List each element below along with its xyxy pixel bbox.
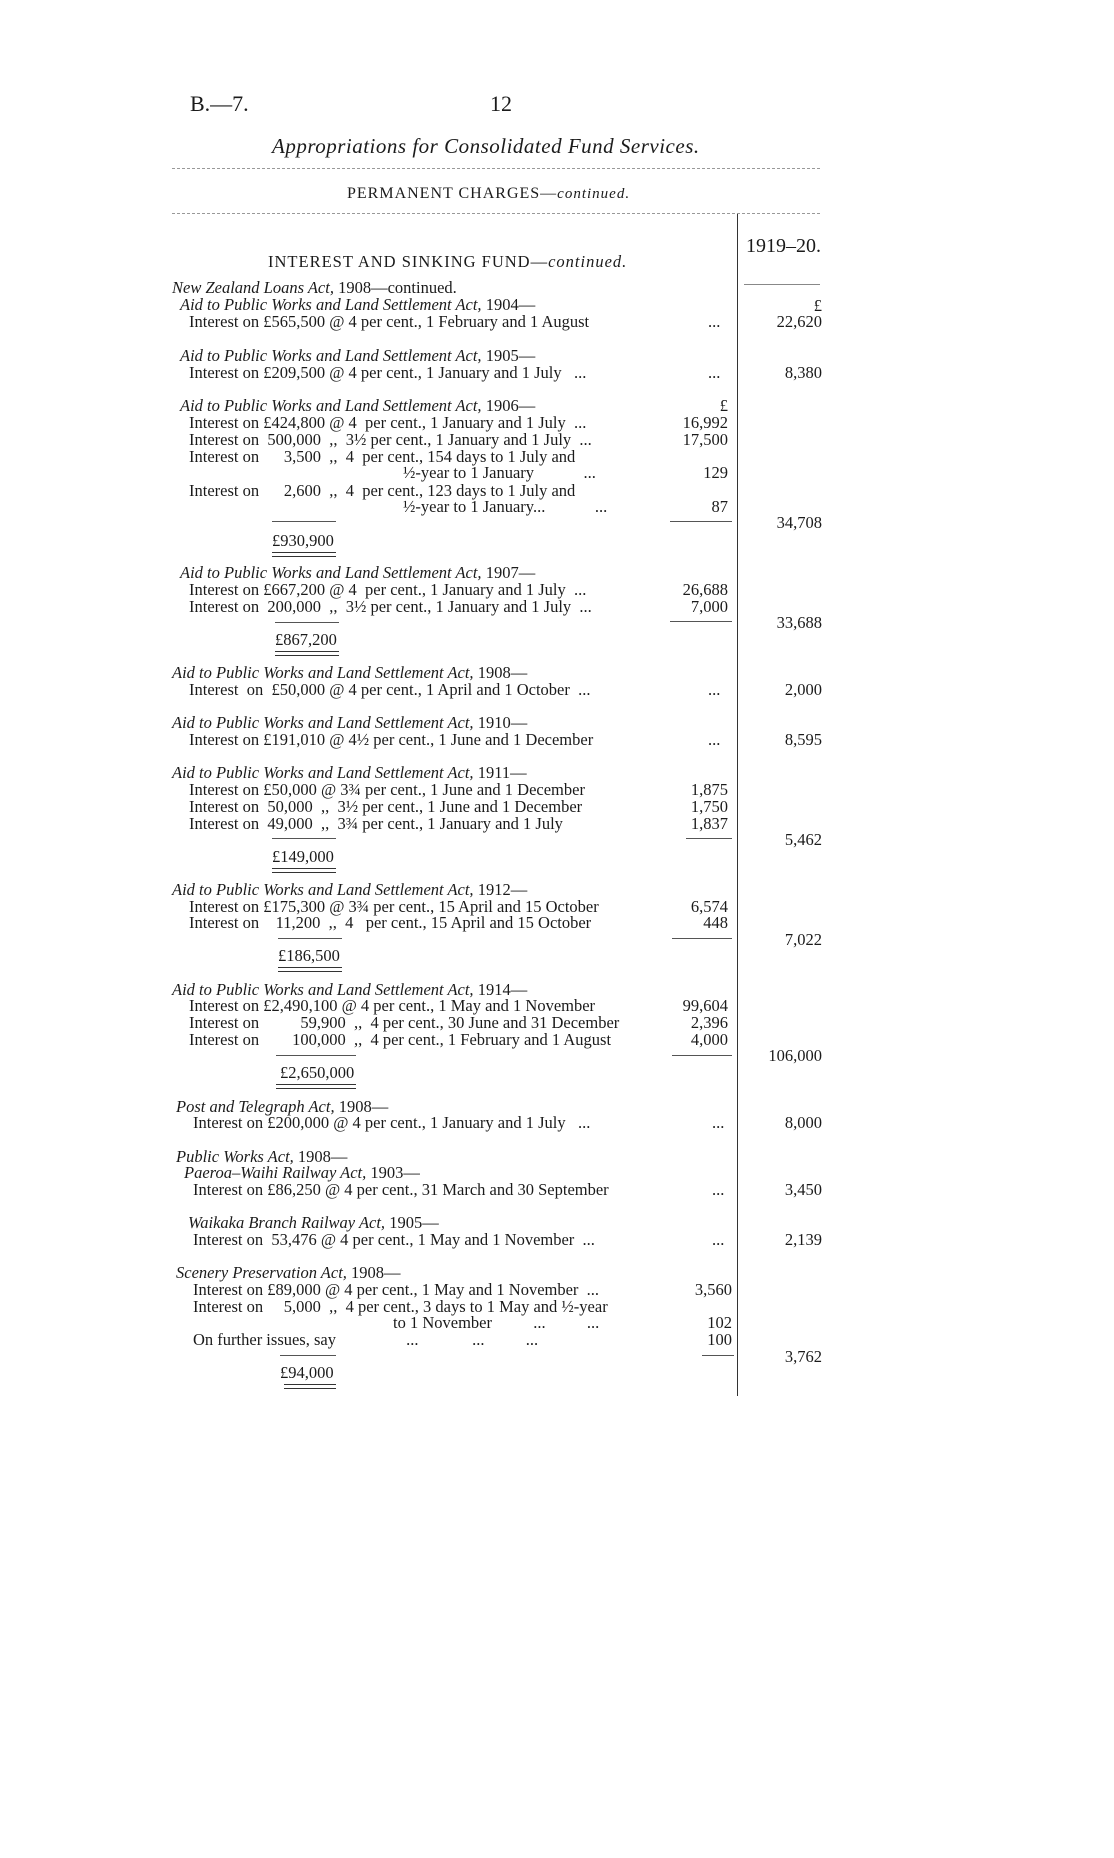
subtotal-rule	[672, 938, 732, 939]
principal-rule	[276, 1055, 356, 1056]
year-total: 7,022	[784, 930, 822, 949]
line-amount: 448	[703, 913, 728, 932]
act-name: Aid to Public Works and Land Settlement Act,	[180, 295, 482, 314]
document-reference: B.—7.	[190, 91, 249, 116]
principal-total: £94,000	[280, 1363, 334, 1382]
principal-total: £2,650,000	[280, 1063, 355, 1082]
act-name: Aid to Public Works and Land Settlement Act,	[172, 880, 474, 899]
line-amount: 6,574	[690, 897, 728, 916]
interest-line: Interest on £209,500 @ 4 per cent., 1 January and 1 July ...	[189, 363, 587, 382]
section-heading-continued: continued.	[548, 252, 628, 271]
act-year: 1911—	[473, 763, 527, 782]
year-total: 22,620	[776, 312, 822, 331]
interest-line: Interest on £565,500 @ 4 per cent., 1 February and 1 August	[189, 312, 590, 331]
year-total: 8,000	[784, 1113, 822, 1132]
year-total: 8,595	[784, 730, 822, 749]
line-amount: 100	[707, 1330, 732, 1349]
further-issues-line: On further issues, say ... ... ...	[193, 1330, 539, 1349]
line-amount: 1,837	[690, 814, 728, 833]
ellipsis: ...	[708, 680, 721, 699]
line-amount: 16,992	[682, 413, 728, 432]
principal-total: £930,900	[272, 531, 334, 550]
ellipsis: ...	[708, 312, 721, 331]
interest-line: Interest on 59,900 ,, 4 per cent., 30 June and 31 December	[189, 1013, 620, 1032]
act-name: Aid to Public Works and Land Settlement Act,	[172, 713, 474, 732]
page-title: Appropriations for Consolidated Fund Services.	[272, 134, 700, 158]
interest-line: Interest on 50,000 ,, 3½ per cent., 1 June and 1 December	[189, 797, 583, 816]
interest-line: Interest on 100,000 ,, 4 per cent., 1 February and 1 August	[189, 1030, 612, 1049]
ellipsis: ...	[712, 1180, 725, 1199]
subtotal-rule	[670, 621, 732, 622]
act-year: 1912—	[473, 880, 528, 899]
principal-total: £867,200	[275, 630, 337, 649]
principal-double-rule	[278, 967, 342, 972]
interest-line: Interest on 49,000 ,, 3¾ per cent., 1 January and 1 July	[189, 814, 563, 833]
line-amount: 99,604	[682, 996, 728, 1015]
act-year: 1904—	[481, 295, 536, 314]
subtotal-rule	[672, 1055, 732, 1056]
interest-line: Interest on £667,200 @ 4 per cent., 1 January and 1 July ...	[189, 580, 587, 599]
ellipsis: ...	[712, 1113, 725, 1132]
interest-line: Interest on 5,000 ,, 4 per cent., 3 days to 1 May and ½-year	[193, 1297, 608, 1316]
principal-rule	[275, 622, 339, 623]
line-amount: 3,560	[694, 1280, 732, 1299]
year-total: 2,139	[784, 1230, 822, 1249]
line-amount: 4,000	[690, 1030, 728, 1049]
act-name: Waikaka Branch Railway Act,	[188, 1213, 386, 1232]
act-name: Scenery Preservation Act,	[176, 1263, 347, 1282]
interest-line: Interest on £191,010 @ 4½ per cent., 1 June and 1 December	[189, 730, 594, 749]
act-year: 1914—	[473, 980, 528, 999]
line-amount: 7,000	[690, 597, 728, 616]
page-subtitle	[347, 184, 630, 204]
interest-line-cont: ½-year to 1 January... ...	[403, 497, 608, 516]
act-year: 1908—	[293, 1147, 348, 1166]
act-name: Paeroa–Waihi Railway Act,	[184, 1163, 367, 1182]
header-divider	[172, 168, 820, 169]
act-year: 1908—continued.	[333, 278, 457, 297]
year-total: 8,380	[784, 363, 822, 382]
principal-rule	[280, 1355, 336, 1356]
act-name: Post and Telegraph Act,	[176, 1097, 335, 1116]
interest-line: Interest on 200,000 ,, 3½ per cent., 1 January and 1 July ...	[189, 597, 592, 616]
line-amount: 26,688	[682, 580, 728, 599]
ellipsis: ...	[712, 1230, 725, 1249]
act-year: 1908—	[473, 663, 528, 682]
line-amount: 129	[703, 463, 728, 482]
year-column-heading: 1919–20.	[746, 235, 821, 257]
subtotal-rule	[702, 1355, 734, 1356]
interest-line: Interest on 53,476 @ 4 per cent., 1 May and 1 November ...	[193, 1230, 595, 1249]
interest-line: Interest on £175,300 @ 3¾ per cent., 15 April and 15 October	[189, 897, 599, 916]
interest-line: Interest on £50,000 @ 3¾ per cent., 1 June and 1 December	[189, 780, 585, 799]
interest-line: Interest on £424,800 @ 4 per cent., 1 January and 1 July ...	[189, 413, 587, 432]
act-name: Aid to Public Works and Land Settlement Act,	[180, 346, 482, 365]
subtotal-rule	[670, 521, 732, 522]
act-year: 1907—	[481, 563, 536, 582]
act-year: 1908—	[334, 1097, 389, 1116]
interest-line-cont: to 1 November ... ...	[393, 1313, 600, 1332]
year-total: 2,000	[784, 680, 822, 699]
subtitle-main: PERMANENT CHARGES—	[347, 185, 558, 202]
column-separator	[737, 214, 738, 1396]
interest-line: Interest on 500,000 ,, 3½ per cent., 1 January and 1 July ...	[189, 430, 592, 449]
interest-line: Interest on £86,250 @ 4 per cent., 31 March and 30 September	[193, 1180, 609, 1199]
principal-total: £186,500	[278, 946, 340, 965]
year-total: 106,000	[768, 1046, 822, 1065]
act-name: Aid to Public Works and Land Settlement Act,	[180, 563, 482, 582]
ellipsis: ...	[708, 363, 721, 382]
line-amount: 2,396	[690, 1013, 728, 1032]
year-total: 34,708	[776, 513, 822, 532]
year-heading-rule	[744, 284, 820, 285]
interest-line: Interest on 2,600 ,, 4 per cent., 123 days to 1 July and	[189, 481, 576, 500]
interest-line-cont: ½-year to 1 January ...	[403, 463, 596, 482]
line-amount: 17,500	[682, 430, 728, 449]
act-year: 1908—	[346, 1263, 401, 1282]
principal-double-rule	[272, 868, 336, 873]
principal-double-rule	[275, 651, 339, 656]
act-year: 1906—	[481, 396, 536, 415]
principal-rule	[272, 838, 336, 839]
act-year: 1903—	[366, 1163, 420, 1182]
principal-double-rule	[272, 552, 336, 557]
interest-line: Interest on 11,200 ,, 4 per cent., 15 April and 15 October	[189, 913, 592, 932]
section-heading	[268, 252, 627, 272]
page-number: 12	[490, 91, 512, 116]
year-total: 5,462	[784, 830, 822, 849]
act-name: Public Works Act,	[176, 1147, 294, 1166]
line-amount: 1,750	[690, 797, 728, 816]
year-total: 3,450	[784, 1180, 822, 1199]
act-name: New Zealand Loans Act,	[172, 278, 334, 297]
interest-line: Interest on £200,000 @ 4 per cent., 1 January and 1 July ...	[193, 1113, 591, 1132]
interest-line: Interest on £2,490,100 @ 4 per cent., 1 May and 1 November	[189, 996, 596, 1015]
act-name: Aid to Public Works and Land Settlement Act,	[172, 763, 474, 782]
line-amount: 102	[707, 1313, 732, 1332]
principal-total: £149,000	[272, 847, 334, 866]
principal-double-rule	[284, 1384, 336, 1389]
line-amount: 87	[711, 497, 728, 516]
ellipsis: ...	[708, 730, 721, 749]
interest-line: Interest on 3,500 ,, 4 per cent., 154 days to 1 July and	[189, 447, 576, 466]
line-amount: 1,875	[690, 780, 728, 799]
principal-double-rule	[276, 1084, 356, 1089]
act-year: 1910—	[473, 713, 528, 732]
act-name: Aid to Public Works and Land Settlement Act,	[172, 663, 474, 682]
principal-rule	[278, 938, 342, 939]
year-total: 3,762	[784, 1347, 822, 1366]
currency-symbol: £	[813, 296, 822, 315]
section-heading-main: INTEREST AND SINKING FUND—	[268, 252, 549, 271]
subtotal-rule	[686, 838, 732, 839]
year-total: 33,688	[776, 613, 822, 632]
act-name: Aid to Public Works and Land Settlement Act,	[180, 396, 482, 415]
interest-line: Interest on £50,000 @ 4 per cent., 1 April and 1 October ...	[189, 680, 591, 699]
interest-line: Interest on £89,000 @ 4 per cent., 1 May and 1 November ...	[193, 1280, 600, 1299]
currency-symbol: £	[719, 396, 728, 415]
act-year: 1905—	[385, 1213, 439, 1232]
principal-rule	[272, 521, 336, 522]
subtitle-continued: continued.	[557, 186, 631, 202]
subtitle-divider	[172, 213, 820, 214]
act-name: Aid to Public Works and Land Settlement Act,	[172, 980, 474, 999]
act-year: 1905—	[481, 346, 536, 365]
